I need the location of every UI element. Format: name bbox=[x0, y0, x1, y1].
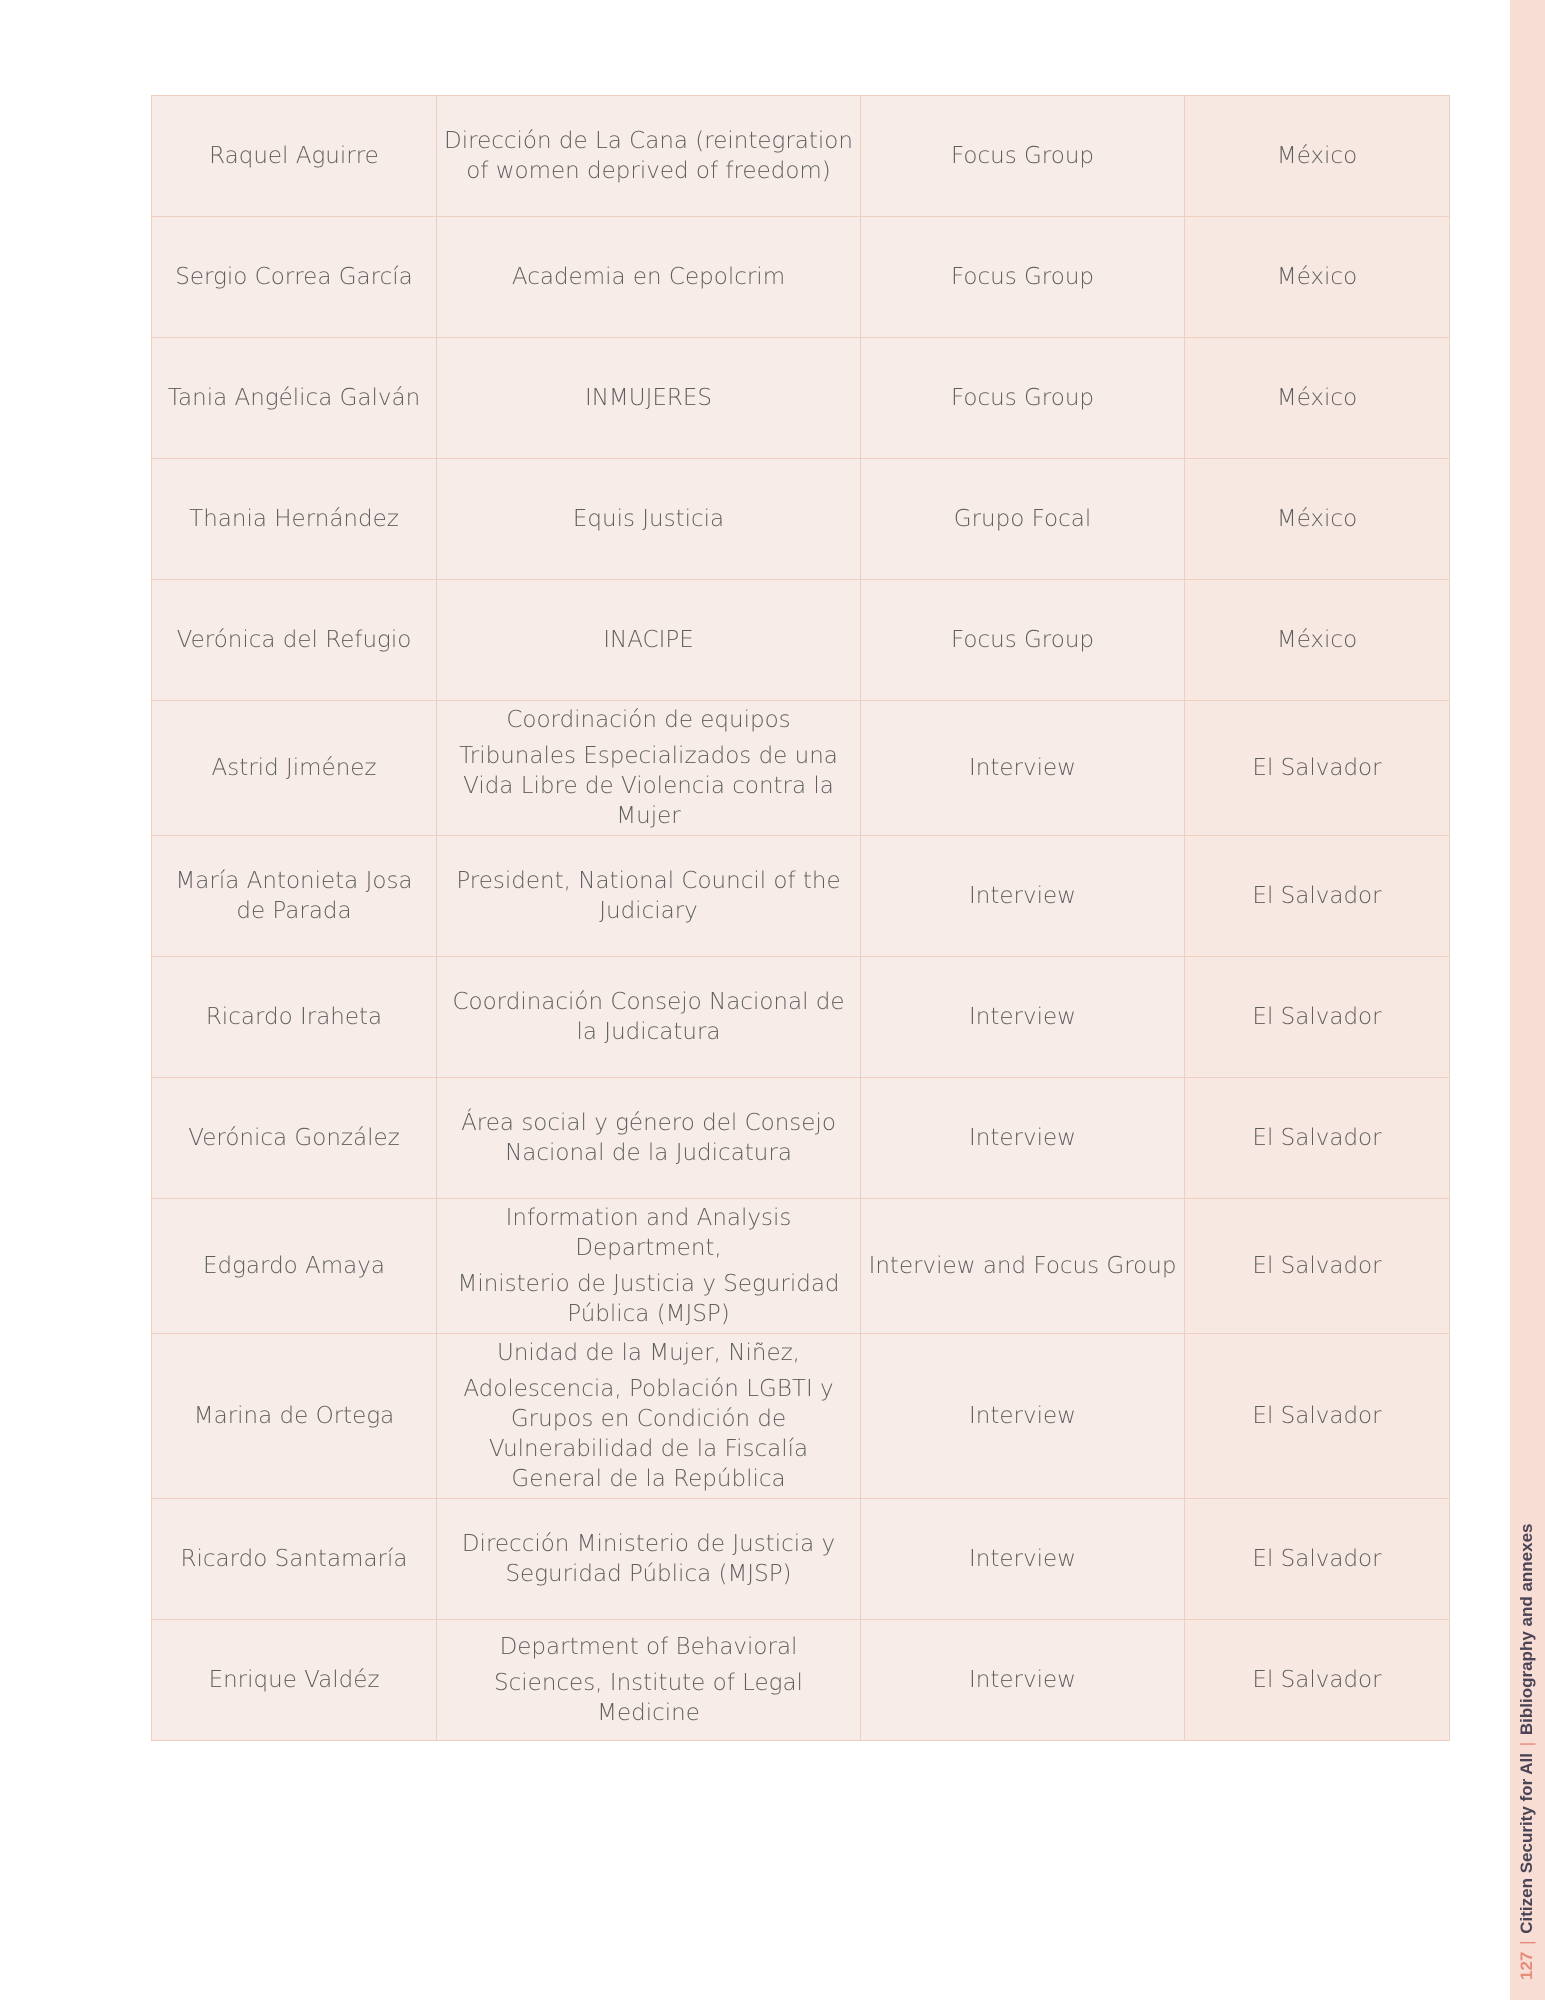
cell-institution bbox=[437, 1499, 861, 1620]
institution-line: Unidad de la Mujer, Niñez, bbox=[496, 1340, 800, 1366]
cell-country: México bbox=[1185, 580, 1450, 701]
institution-line: President, National Council of the Judiciary bbox=[456, 868, 841, 924]
cell-name: María Antonieta Josa de Parada bbox=[152, 836, 437, 957]
page-number: 127 bbox=[1517, 1951, 1536, 1980]
cell-name: Astrid Jiménez bbox=[152, 701, 437, 836]
footer-separator: | bbox=[1517, 1940, 1536, 1945]
cell-institution bbox=[437, 459, 861, 580]
cell-method: Grupo Focal bbox=[861, 459, 1185, 580]
institution-line: Adolescencia, Población LGBTI y Grupos en Condición de Vulnerabilidad de la Fiscalía General de la República bbox=[463, 1376, 834, 1492]
cell-country: El Salvador bbox=[1185, 1334, 1450, 1499]
institution-line: INACIPE bbox=[603, 627, 694, 653]
institution-line: Academia en Cepolcrim bbox=[511, 264, 786, 290]
cell-country: México bbox=[1185, 338, 1450, 459]
institution-line: Equis Justicia bbox=[572, 506, 725, 532]
cell-name: Raquel Aguirre bbox=[152, 96, 437, 217]
institution-line: INMUJERES bbox=[584, 385, 713, 411]
cell-institution bbox=[437, 580, 861, 701]
cell-institution bbox=[437, 701, 861, 836]
institution-line: Department of Behavioral bbox=[499, 1634, 798, 1660]
cell-method: Focus Group bbox=[861, 338, 1185, 459]
cell-country: El Salvador bbox=[1185, 1620, 1450, 1741]
table-row bbox=[152, 338, 1450, 459]
cell-institution bbox=[437, 1334, 861, 1499]
cell-method: Interview bbox=[861, 701, 1185, 836]
cell-name: Sergio Correa García bbox=[152, 217, 437, 338]
cell-name: Tania Angélica Galván bbox=[152, 338, 437, 459]
cell-country: El Salvador bbox=[1185, 957, 1450, 1078]
cell-method: Interview bbox=[861, 836, 1185, 957]
institution-line: Coordinación Consejo Nacional de la Judicatura bbox=[452, 989, 845, 1045]
cell-country: El Salvador bbox=[1185, 836, 1450, 957]
cell-name: Verónica del Refugio bbox=[152, 580, 437, 701]
cell-method: Interview bbox=[861, 1078, 1185, 1199]
table-row bbox=[152, 1334, 1450, 1499]
cell-name: Ricardo Iraheta bbox=[152, 957, 437, 1078]
cell-institution bbox=[437, 1078, 861, 1199]
report-title: Citizen Security for All bbox=[1517, 1753, 1536, 1934]
cell-institution bbox=[437, 836, 861, 957]
cell-country: México bbox=[1185, 96, 1450, 217]
cell-method: Focus Group bbox=[861, 96, 1185, 217]
cell-institution bbox=[437, 96, 861, 217]
cell-country: El Salvador bbox=[1185, 1499, 1450, 1620]
running-footer bbox=[1510, 0, 1545, 2000]
institution-line: Sciences, Institute of Legal Medicine bbox=[494, 1670, 803, 1726]
institution-line: Information and Analysis Department, bbox=[505, 1205, 792, 1261]
interviewees-table-body bbox=[152, 96, 1450, 1741]
institution-line: Ministerio de Justicia y Seguridad Pública (MJSP) bbox=[457, 1271, 840, 1327]
cell-institution bbox=[437, 957, 861, 1078]
cell-method: Interview bbox=[861, 1620, 1185, 1741]
cell-method: Interview and Focus Group bbox=[861, 1199, 1185, 1334]
section-title: Bibliography and annexes bbox=[1517, 1523, 1536, 1736]
institution-line: Dirección de La Cana (reintegration of women deprived of freedom) bbox=[444, 128, 853, 184]
table-row bbox=[152, 836, 1450, 957]
table-row bbox=[152, 459, 1450, 580]
cell-institution bbox=[437, 338, 861, 459]
cell-name: Marina de Ortega bbox=[152, 1334, 437, 1499]
table-row bbox=[152, 1499, 1450, 1620]
table-row bbox=[152, 217, 1450, 338]
cell-method: Focus Group bbox=[861, 580, 1185, 701]
cell-country: El Salvador bbox=[1185, 1078, 1450, 1199]
cell-institution bbox=[437, 1620, 861, 1741]
institution-line: Dirección Ministerio de Justicia y Seguridad Pública (MJSP) bbox=[461, 1531, 836, 1587]
cell-institution bbox=[437, 217, 861, 338]
cell-country: El Salvador bbox=[1185, 1199, 1450, 1334]
cell-method: Interview bbox=[861, 957, 1185, 1078]
cell-name: Enrique Valdéz bbox=[152, 1620, 437, 1741]
interviewees-table bbox=[151, 95, 1450, 1741]
table-row bbox=[152, 1620, 1450, 1741]
table-row bbox=[152, 957, 1450, 1078]
cell-method: Interview bbox=[861, 1334, 1185, 1499]
cell-country: México bbox=[1185, 217, 1450, 338]
cell-name: Verónica González bbox=[152, 1078, 437, 1199]
institution-line: Tribunales Especializados de una Vida Libre de Violencia contra la Mujer bbox=[459, 743, 838, 829]
table-row bbox=[152, 701, 1450, 836]
footer-separator: | bbox=[1517, 1741, 1536, 1747]
cell-name: Thania Hernández bbox=[152, 459, 437, 580]
table-row bbox=[152, 1199, 1450, 1334]
cell-method: Focus Group bbox=[861, 217, 1185, 338]
cell-name: Ricardo Santamaría bbox=[152, 1499, 437, 1620]
cell-country: México bbox=[1185, 459, 1450, 580]
table-row bbox=[152, 96, 1450, 217]
institution-line: Coordinación de equipos bbox=[506, 707, 791, 733]
institution-line: Área social y género del Consejo Nacional de la Judicatura bbox=[461, 1110, 836, 1166]
cell-method: Interview bbox=[861, 1499, 1185, 1620]
cell-name: Edgardo Amaya bbox=[152, 1199, 437, 1334]
table-row bbox=[152, 1078, 1450, 1199]
table-row bbox=[152, 580, 1450, 701]
cell-institution bbox=[437, 1199, 861, 1334]
cell-country: El Salvador bbox=[1185, 701, 1450, 836]
